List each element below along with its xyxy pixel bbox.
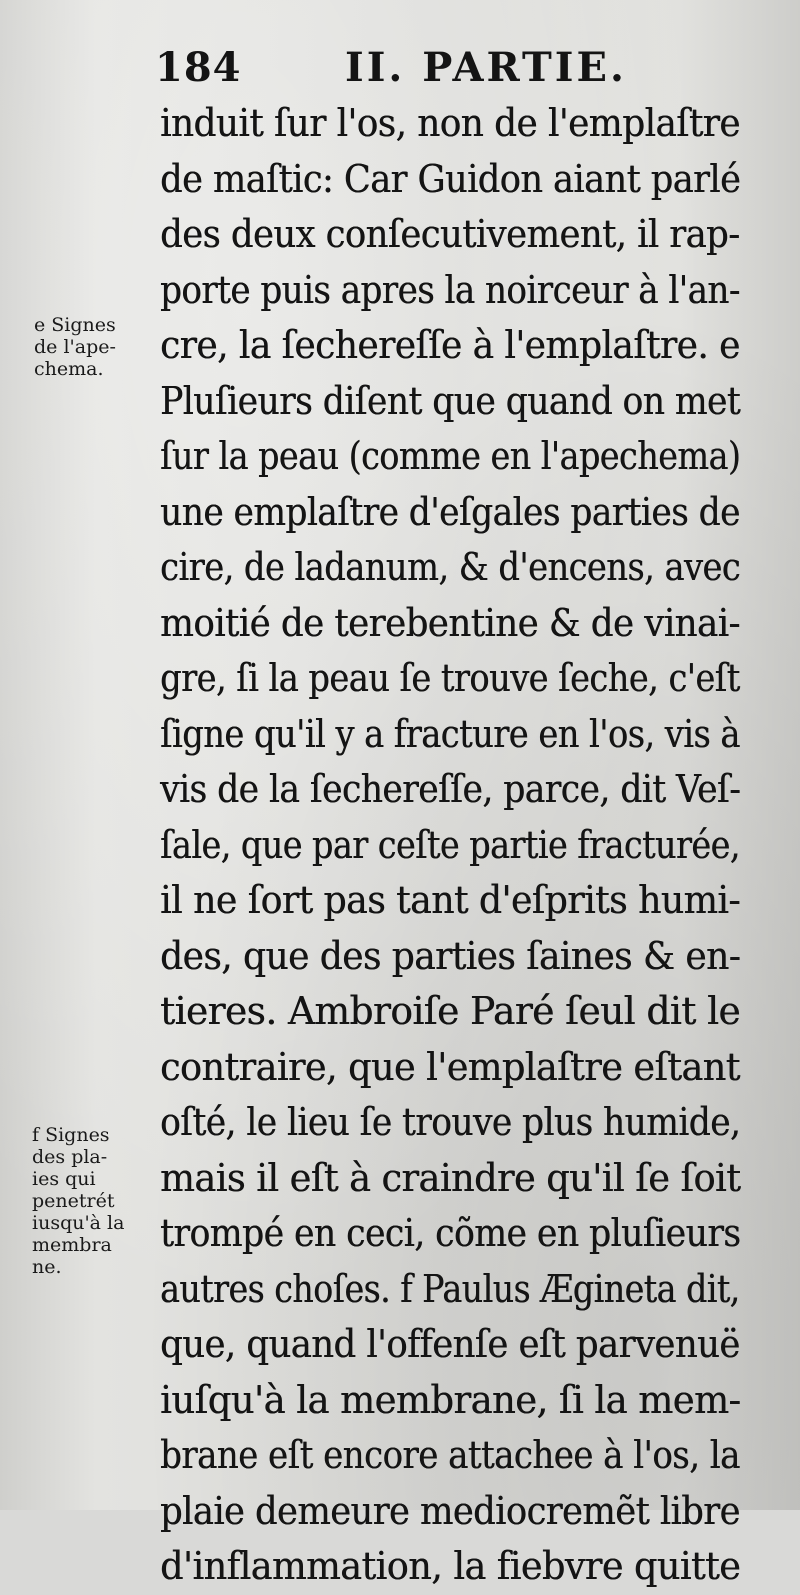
text-line: cire, de ladanum, & d'encens, avec (160, 545, 741, 589)
text-line: tieres. Ambroiſe Paré ſeul dit le (160, 989, 741, 1033)
text-line: ſur la peau (comme en l'apechema) (160, 434, 741, 478)
text-line: trompé en ceci, cõme en pluſieurs (160, 1211, 741, 1255)
text-line: cre, la ſechereſſe à l'emplaſtre. e (160, 323, 740, 367)
text-line: autres choſes. f Paulus Ægineta dit, (160, 1266, 740, 1311)
text-line: mais il eſt à craindre qu'il ſe ſoit (160, 1155, 741, 1200)
page-header (155, 40, 745, 96)
text-line: des deux conſecutivement, il rap- (160, 212, 740, 256)
text-line: brane eſt encore attachee à l'os, la (160, 1433, 740, 1477)
body-text (160, 96, 740, 1595)
text-line: gre, ſi la peau ſe trouve ſeche, c'eſt (160, 656, 740, 700)
text-line: de maſtic: Car Guidon aiant parlé (160, 156, 741, 201)
text-line: ſale, que par ceſte partie fracturée, (160, 822, 740, 867)
margin-note-line: de l'ape- (34, 336, 116, 358)
text-line: oſté, le lieu ſe trouve plus humide, (160, 1100, 741, 1144)
margin-note-plaies (32, 1124, 124, 1278)
margin-note-apechema (34, 314, 116, 380)
margin-note-line: f Signes (32, 1124, 110, 1146)
text-line: Pluſieurs diſent que quand on met (160, 378, 741, 423)
margin-note-line: des pla- (32, 1146, 108, 1168)
running-head: II. PARTIE. (345, 44, 627, 91)
text-line: des, que des parties ſaines & en- (160, 933, 741, 978)
text-line: induit ſur l'os, non de l'emplaſtre (160, 101, 740, 145)
margin-note-line: e Signes (34, 314, 116, 336)
text-line: vis de la ſechereſſe, parce, dit Veſ- (160, 767, 741, 811)
text-line: porte puis apres la noirceur à l'an- (160, 267, 740, 312)
margin-note-line: chema. (34, 358, 104, 380)
margin-note-line: iusqu'à la (32, 1212, 125, 1234)
text-line: iuſqu'à la membrane, ſi la mem- (160, 1377, 741, 1422)
page-number: 184 (155, 44, 242, 91)
text-line: une emplaſtre d'eſgales parties de (160, 489, 740, 534)
margin-note-line: membra (32, 1234, 112, 1256)
text-line: que, quand l'offenſe eſt parvenuë (160, 1322, 740, 1366)
text-line: contraire, que l'emplaſtre eſtant (160, 1044, 740, 1089)
text-line: il ne ſort pas tant d'eſprits humi- (160, 878, 740, 922)
text-line: d'inflammation, la fiebvre quitte (160, 1544, 741, 1588)
text-line: plaie demeure mediocremẽt libre (160, 1488, 740, 1533)
margin-note-line: penetrét (32, 1190, 115, 1212)
margin-note-line: ies qui (32, 1168, 96, 1190)
text-line: ſigne qu'il y a fracture en l'os, vis à (160, 711, 740, 756)
text-line: moitié de terebentine & de vinai- (160, 600, 740, 645)
margin-note-line: ne. (32, 1256, 62, 1278)
